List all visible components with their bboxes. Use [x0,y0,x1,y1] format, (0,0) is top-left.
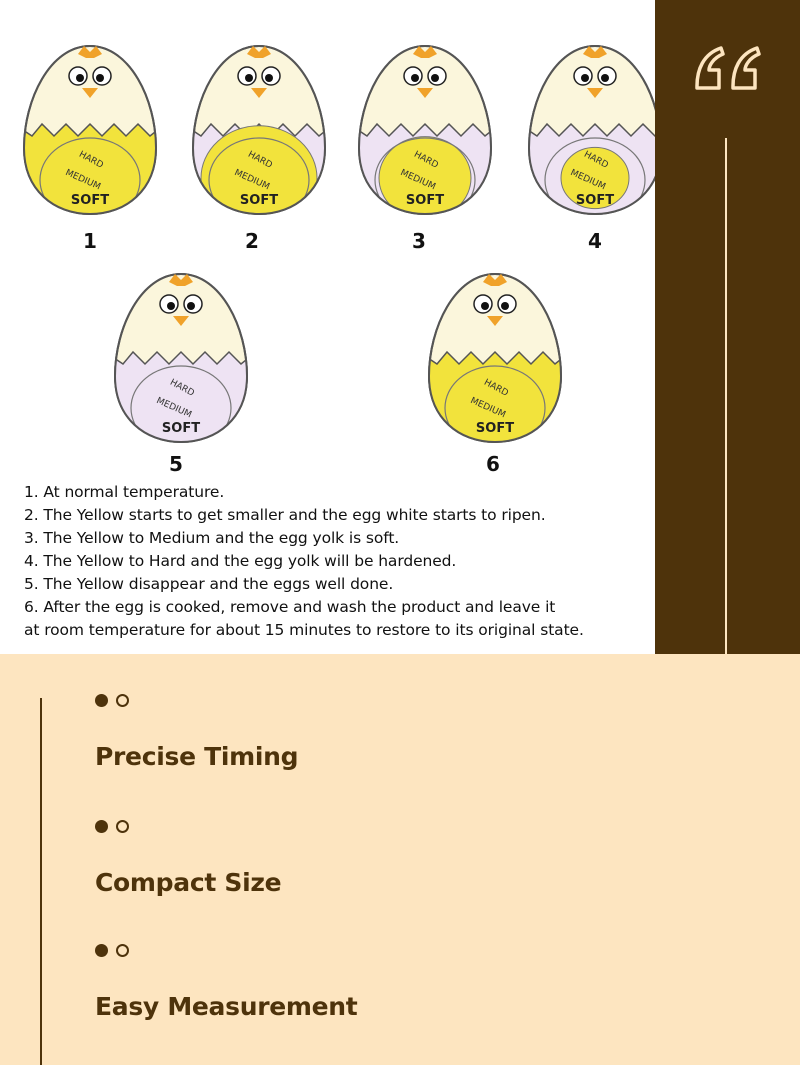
right-panel [655,0,800,654]
egg-illustration [111,268,251,452]
egg-illustration [20,40,160,224]
feature-precise-timing [95,692,298,771]
filled-dot-icon [95,694,108,707]
svg-text:HARD: HARD [582,149,610,171]
instruction-line: 1. At normal temperature. [24,483,225,501]
instruction-line: at room temperature for about 15 minutes to restore to its original state. [24,621,584,639]
quote-open-icon [691,40,771,100]
egg-number: 5 [169,452,183,476]
svg-text:SOFT: SOFT [239,193,279,208]
egg-number: 6 [486,452,500,476]
instruction-line: 2. The Yellow starts to get smaller and the egg white starts to ripen. [24,506,546,524]
svg-text:MEDIUM: MEDIUM [154,396,193,421]
open-dot-icon [116,944,129,957]
svg-text:MEDIUM: MEDIUM [568,168,607,193]
left-divider-line [40,698,42,1065]
egg-illustration [189,40,329,224]
features-section [0,654,800,1065]
svg-text:SOFT: SOFT [475,421,515,436]
egg-illustration [355,40,495,224]
svg-text:SOFT: SOFT [70,193,110,208]
svg-text:HARD: HARD [77,149,105,171]
svg-text:SOFT: SOFT [405,193,445,208]
svg-text:HARD: HARD [482,377,510,399]
egg-number: 2 [245,229,259,253]
egg-number: 4 [588,229,602,253]
open-dot-icon [116,694,129,707]
egg-illustration [425,268,565,452]
feature-compact-size [95,818,281,897]
bullet-dots [95,818,281,834]
svg-text:SOFT: SOFT [161,421,201,436]
panel-divider-line [725,138,727,654]
feature-easy-measurement [95,942,357,1021]
svg-text:HARD: HARD [168,377,196,399]
egg-number: 3 [412,229,426,253]
filled-dot-icon [95,944,108,957]
filled-dot-icon [95,820,108,833]
svg-text:MEDIUM: MEDIUM [398,168,437,193]
open-dot-icon [116,820,129,833]
feature-title: Easy Measurement [95,992,358,1021]
svg-text:MEDIUM: MEDIUM [232,168,271,193]
egg-number: 1 [83,229,97,253]
svg-text:MEDIUM: MEDIUM [63,168,102,193]
egg-illustration [525,40,655,224]
instruction-line: 4. The Yellow to Hard and the egg yolk will be hardened. [24,552,457,570]
instruction-line: 6. After the egg is cooked, remove and wash the product and leave it [24,598,556,616]
svg-text:SOFT: SOFT [575,193,615,208]
instruction-line: 3. The Yellow to Medium and the egg yolk is soft. [24,529,400,547]
bullet-dots [95,692,298,708]
instruction-line: 5. The Yellow disappear and the eggs well done. [24,575,394,593]
instructions [24,481,654,642]
bullet-dots [95,942,357,958]
feature-title: Precise Timing [95,742,299,771]
feature-title: Compact Size [95,868,282,897]
svg-text:HARD: HARD [412,149,440,171]
svg-text:HARD: HARD [246,149,274,171]
svg-text:MEDIUM: MEDIUM [468,396,507,421]
